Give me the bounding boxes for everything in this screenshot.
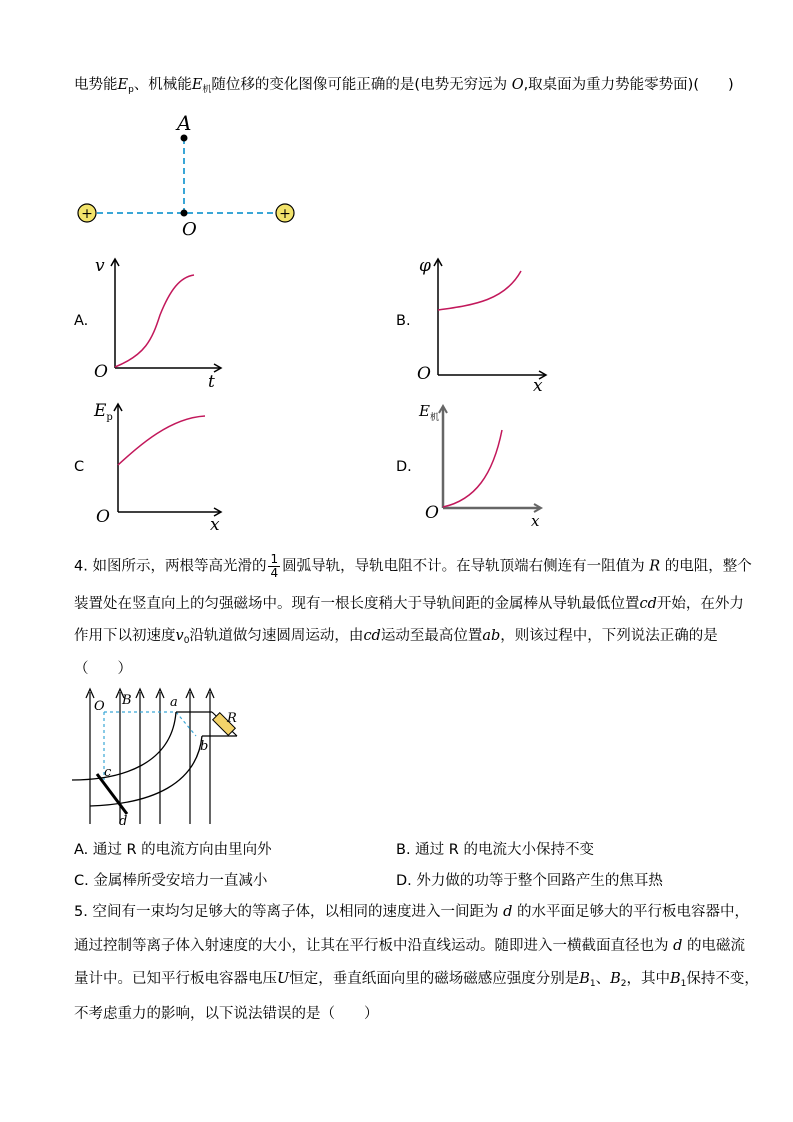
q4-stem-line3: 作用下以初速度$v_0$沿轨道做匀速圆周运动，由cd运动至最高位置ab，则该过程中，下列说法正确的是 bbox=[74, 628, 718, 646]
q4-option-c[interactable]: C. 金属棒所受安培力一直减小 bbox=[74, 873, 268, 889]
svg-text:b: b bbox=[200, 739, 209, 754]
svg-text:O: O bbox=[94, 699, 105, 714]
svg-text:a: a bbox=[170, 695, 178, 710]
q4-stem-line1: 4. 如图所示，两根等高光滑的 $\frac{1}{4}$ 圆弧导轨，导轨电阻不计。在导轨顶端右侧连有一阻值为 R 的电阻，整个 bbox=[74, 552, 752, 580]
svg-text:O: O bbox=[96, 507, 110, 527]
option-b-graph bbox=[415, 255, 565, 396]
svg-text:x: x bbox=[533, 376, 543, 396]
q5-stem-line2: 通过控制等离子体入射速度的大小，让其在平行板中沿直线运动。随即进入一横截面直径也为 d 的电磁流 bbox=[74, 938, 746, 954]
svg-text:v: v bbox=[95, 256, 105, 276]
svg-text:O: O bbox=[425, 503, 439, 523]
svg-text:Ep: $E_p$ bbox=[94, 401, 113, 423]
q3-stem: 电势能$E_p$、机械能$E_机$随位移的变化图像可能正确的是(电势无穷远为 O,取桌面为重力势能零势面)( ) bbox=[74, 77, 734, 95]
svg-text:B: B bbox=[122, 693, 132, 708]
option-d-graph bbox=[415, 400, 565, 535]
svg-text:R: R bbox=[227, 711, 237, 726]
svg-text:+: + bbox=[279, 206, 291, 222]
q3-charge-figure bbox=[70, 110, 310, 240]
svg-text:t: t bbox=[208, 372, 215, 392]
point-a-label: A bbox=[177, 111, 192, 135]
q4-option-b[interactable]: B. 通过 R 的电流大小保持不变 bbox=[396, 842, 594, 858]
option-d-label[interactable]: D. bbox=[396, 459, 412, 475]
svg-text:x: x bbox=[210, 515, 220, 535]
svg-text:E机: $E_机$ bbox=[419, 402, 439, 423]
q5-stem-line1: 5. 空间有一束均匀足够大的等离子体，以相同的速度进入一间距为 d 的水平面足够大的平行板电容器中， bbox=[74, 904, 749, 920]
svg-text:c: c bbox=[104, 765, 112, 780]
option-a-label[interactable]: A. bbox=[74, 313, 89, 329]
q4-rail-figure bbox=[72, 684, 252, 829]
point-o-label: O bbox=[182, 219, 197, 240]
option-b-label[interactable]: B. bbox=[396, 313, 411, 329]
q4-option-a[interactable]: A. 通过 R 的电流方向由里向外 bbox=[74, 842, 272, 858]
svg-text:+: + bbox=[81, 206, 93, 222]
svg-text:d: d bbox=[119, 814, 128, 829]
q5-stem-line4: 不考虑重力的影响，以下说法错误的是（ ） bbox=[74, 1006, 379, 1022]
q4-stem-line4: （ ） bbox=[74, 661, 132, 677]
svg-text:x: x bbox=[531, 512, 540, 530]
option-c-graph bbox=[90, 400, 240, 535]
svg-text:O: O bbox=[94, 362, 108, 382]
q4-stem-line2: 装置处在竖直向上的匀强磁场中。现有一根长度稍大于导轨间距的金属棒从导轨最低位置cd开始，在外力 bbox=[74, 596, 744, 612]
q4-option-d[interactable]: D. 外力做的功等于整个回路产生的焦耳热 bbox=[396, 873, 663, 889]
svg-text:φ: φ bbox=[419, 256, 431, 276]
fraction-quarter: $\frac{1}{4}$ bbox=[270, 552, 279, 580]
option-c-label[interactable]: C bbox=[74, 459, 85, 475]
q5-stem-line3: 量计中。已知平行板电容器电压U恒定，垂直纸面向里的磁场磁感应强度分别是$B_1$、$B_2$，其中$B_1$保持不变， bbox=[74, 971, 759, 989]
metal-rod bbox=[97, 774, 127, 814]
svg-text:O: O bbox=[417, 364, 431, 384]
option-a-graph bbox=[90, 255, 240, 390]
